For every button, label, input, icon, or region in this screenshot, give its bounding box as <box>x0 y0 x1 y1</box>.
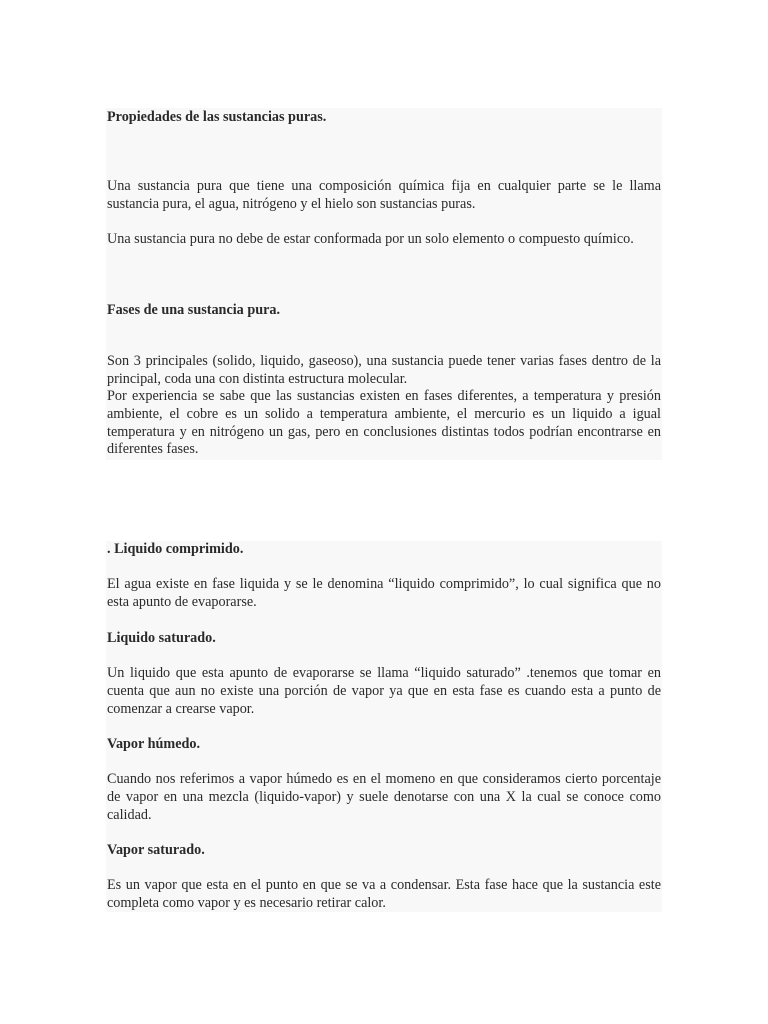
paragraph: Por experiencia se sabe que las sustancias existen en fases diferentes, a temperatura y presión ambiente, el cobre es un solido a temperatura ambiente, el mercurio es un liquido a igual temperatura y en nitrógeno un gas, pero en conclusiones distintas todos podrían encontrarse en diferentes fases. <box>107 388 661 458</box>
paragraph: El agua existe en fase liquida y se le denomina “liquido comprimido”, lo cual significa que no esta apunto de evaporarse. <box>107 576 661 610</box>
paragraph: Es un vapor que esta en el punto en que se va a condensar. Esta fase hace que la sustancia este completa como vapor y es necesario retirar calor. <box>107 877 661 911</box>
paragraph: Son 3 principales (solido, liquido, gaseoso), una sustancia puede tener varias fases dentro de la principal, coda una con distinta estructura molecular. <box>107 353 661 387</box>
paragraph: Cuando nos referimos a vapor húmedo es en el momeno en que consideramos cierto porcentaje de vapor en una mezcla (liquido-vapor) y suele denotarse con una X la cual se conoce como calidad. <box>107 771 661 823</box>
heading-vapor-humedo: Vapor húmedo. <box>107 736 201 752</box>
paragraph: Una sustancia pura que tiene una composición química fija en cualquier parte se le llama sustancia pura, el agua, nitrógeno y el hielo son sustancias puras. <box>107 178 661 212</box>
paragraph: Un liquido que esta apunto de evaporarse se llama “liquido saturado” .tenemos que tomar en cuenta que aun no existe una porción de vapor ya que en esta fase es cuando esta a punto de comenzar a crearse vapor. <box>107 665 661 717</box>
heading-liquido-comprimido: . Liquido comprimido. <box>107 541 244 557</box>
heading-propiedades: Propiedades de las sustancias puras. <box>107 109 327 125</box>
heading-vapor-saturado: Vapor saturado. <box>107 842 205 858</box>
paragraph: Una sustancia pura no debe de estar conformada por un solo elemento o compuesto químico. <box>107 231 634 247</box>
heading-fases: Fases de una sustancia pura. <box>107 302 281 318</box>
heading-liquido-saturado: Liquido saturado. <box>107 630 216 646</box>
